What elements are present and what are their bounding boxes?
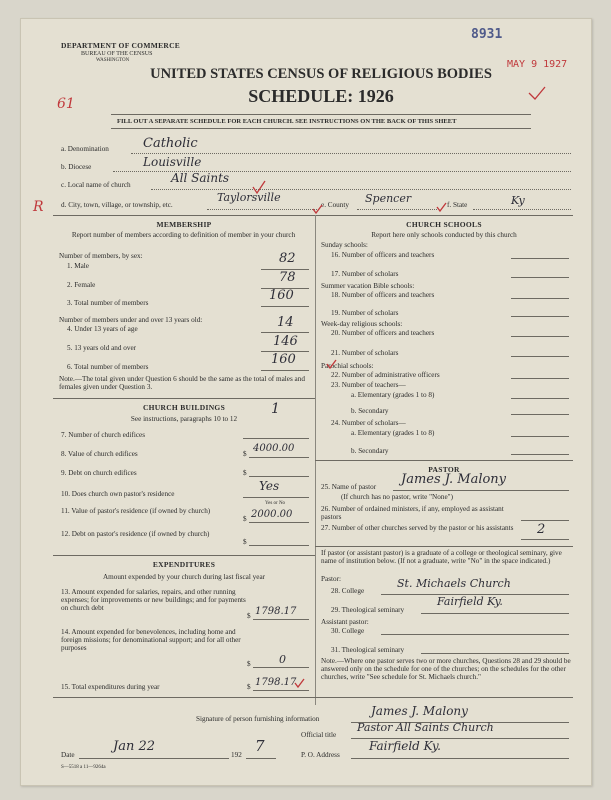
date-label: Date (61, 751, 75, 759)
pastor-name-label: 25. Name of pastor (321, 483, 377, 491)
membership-heading: MEMBERSHIP (156, 220, 212, 229)
male-label: 1. Male (67, 262, 89, 270)
bureau-name: BUREAU OF THE CENSUS (81, 51, 153, 57)
red-check-icons (253, 87, 545, 687)
edifices-debt-dollar: $ (243, 469, 247, 477)
summer-officers-label: 18. Number of officers and teachers (331, 291, 435, 299)
residence-value-value: 2000.00 (251, 509, 293, 520)
residence-debt-dollar: $ (243, 538, 247, 546)
date-value: Jan 22 (113, 739, 156, 754)
residence-value-dollar: $ (243, 515, 247, 523)
local-name-label: c. Local name of church (61, 181, 131, 189)
no-pastor-hint: (If church has no pastor, write "None") (341, 493, 453, 501)
membership-intro: Report number of members according to definition of member in your church (71, 231, 296, 239)
form-title: UNITED STATES CENSUS OF RELIGIOUS BODIES (150, 66, 492, 82)
sunday-officers-label: 16. Number of officers and teachers (331, 251, 435, 259)
year-prefix: 192 (231, 751, 242, 759)
state-label: f. State (447, 201, 468, 209)
over-13-label: 5. 13 years old and over (67, 344, 137, 352)
pastor-sub-header: Pastor: (321, 575, 341, 583)
census-form (20, 18, 592, 786)
running-expenses-dollar: $ (247, 612, 251, 620)
own-residence-value: Yes (259, 479, 280, 493)
total-expenditures-value: 1798.17 (255, 677, 297, 688)
other-churches-value: 2 (537, 522, 546, 537)
edifices-value-dollar: $ (243, 450, 247, 458)
weekday-officers-label: 20. Number of officers and teachers (331, 329, 435, 337)
state-value: Ky (511, 194, 525, 207)
assistant-sub-header: Assistant pastor: (321, 618, 369, 626)
assistant-college-label: 30. College (331, 627, 365, 635)
department-name: DEPARTMENT OF COMMERCE (61, 41, 181, 50)
membership-note: Note.—The total given under Question 6 should be the same as the total of males and females given under Question 3. (59, 375, 305, 391)
local-name-value: All Saints (171, 171, 230, 185)
pastor-seminary-value: Fairfield Ky. (437, 595, 503, 608)
official-title-value: Pastor All Saints Church (357, 721, 494, 734)
graduate-note: If pastor (or assistant pastor) is a graduate of a college or theological seminary, give name of institution below. (If not a graduate, write "No" in the space indicated.) (321, 549, 562, 565)
teachers-elementary-label: a. Elementary (grades 1 to 8) (351, 391, 435, 399)
official-title-label: Official title (301, 731, 337, 739)
scholars-secondary-label: b. Secondary (351, 447, 389, 455)
check-icon (327, 360, 336, 368)
total-members-age-label: 6. Total number of members (67, 363, 149, 371)
diocese-value: Louisville (143, 155, 202, 169)
signature-value: James J. Malony (371, 704, 468, 718)
edifices-count-label: 7. Number of church edifices (61, 431, 146, 439)
yes-or-no-hint: Yes or No (265, 501, 286, 506)
buildings-sub: See instructions, paragraphs 10 to 12 (130, 415, 238, 423)
parochial-teachers-label: 23. Number of teachers— (331, 381, 406, 389)
male-value: 82 (279, 251, 296, 266)
members-by-sex-header: Number of members, by sex: (59, 252, 143, 260)
expenditures-sub: Amount expended by your church during last fiscal year (102, 573, 266, 581)
own-residence-label: 10. Does church own pastor's residence (61, 490, 175, 498)
check-icon (437, 203, 446, 211)
county-value: Spencer (365, 192, 412, 205)
pastor-note: Note.—Where one pastor serves two or more churches, Questions 28 and 29 should be answered only on the schedule for one of the churches; on the schedules for the other churches, write "See schedule for St. Michaels church." (321, 657, 571, 681)
edifices-value-label: 8. Value of church edifices (61, 450, 138, 458)
benevolences-dollar: $ (247, 660, 251, 668)
pastor-college-value: St. Michaels Church (397, 577, 511, 590)
other-churches-label: 27. Number of other churches served by the pastor or his assistants (321, 524, 514, 532)
pastor-seminary-label: 29. Theological seminary (331, 606, 405, 614)
weekday-schools-header: Week-day religious schools: (321, 320, 403, 328)
benevolences-label: 14. Amount expended for benevolences, including home and foreign missions; for denominational support; and for all other purposes (61, 628, 241, 652)
form-code: S—5518 a 11—9264a (61, 765, 106, 770)
running-expenses-label: 13. Amount expended for salaries, repairs, and other running expenses; for improvements or new buildings; and for payments on church debt (61, 588, 246, 612)
check-icon (253, 181, 265, 193)
buildings-heading: CHURCH BUILDINGS (142, 403, 226, 412)
residence-debt-label: 12. Debt on pastor's residence (if owned by church) (61, 530, 210, 538)
check-icon (295, 679, 304, 687)
year-value: 7 (255, 737, 265, 755)
assistant-pastors-label: 26. Number of ordained ministers, if any, employed as assistant pastors (321, 505, 504, 521)
edifices-debt-label: 9. Debt on church edifices (61, 469, 137, 477)
signature-label: Signature of person furnishing information (196, 715, 320, 723)
pastor-college-label: 28. College (331, 587, 365, 595)
benevolences-value: 0 (279, 653, 286, 666)
over-13-value: 146 (273, 334, 298, 349)
parochial-officers-label: 22. Number of administrative officers (331, 371, 440, 379)
members-by-age-header: Number of members under and over 13 years old: (59, 316, 203, 324)
separate-schedule-instruction: FILL OUT A SEPARATE SCHEDULE FOR EACH CHURCH. SEE INSTRUCTIONS ON THE BACK OF THIS SHEET (117, 118, 457, 125)
running-expenses-value: 1798.17 (255, 606, 297, 617)
schedule-title: SCHEDULE: 1926 (248, 86, 394, 106)
margin-mark: 61 (57, 96, 75, 112)
sunday-schools-header: Sunday schools: (321, 241, 368, 249)
expenditures-heading: EXPENDITURES (152, 560, 216, 569)
female-label: 2. Female (67, 281, 96, 289)
residence-value-label: 11. Value of pastor's residence (if owned by church) (61, 507, 211, 515)
total-members-label: 3. Total number of members (67, 299, 149, 307)
po-address-label: P. O. Address (301, 751, 340, 759)
total-members-value: 160 (269, 288, 294, 303)
schools-intro: Report here only schools conducted by this church (371, 231, 517, 239)
check-icon (529, 87, 545, 99)
under-13-value: 14 (277, 315, 294, 330)
denomination-label: a. Denomination (61, 145, 109, 153)
sunday-scholars-label: 17. Number of scholars (331, 270, 399, 278)
city-name: WASHINGTON (96, 58, 130, 63)
margin-r-mark: R (33, 199, 44, 215)
pastor-name-value: James J. Malony (401, 472, 507, 487)
under-13-label: 4. Under 13 years of age (67, 325, 138, 333)
assistant-seminary-label: 31. Theological seminary (331, 646, 405, 654)
denomination-value: Catholic (143, 136, 198, 151)
diocese-label: b. Diocese (61, 163, 92, 171)
stamp-date: MAY 9 1927 (507, 59, 568, 70)
parochial-schools-header: Parochial schools: (321, 362, 374, 370)
female-value: 78 (279, 270, 296, 285)
check-icon (313, 205, 322, 213)
po-address-value: Fairfield Ky. (369, 739, 441, 753)
pastor-heading: PASTOR (428, 465, 460, 474)
schools-heading: CHURCH SCHOOLS (406, 220, 482, 229)
weekday-scholars-label: 21. Number of scholars (331, 349, 399, 357)
total-members-age-value: 160 (271, 352, 296, 367)
summer-scholars-label: 19. Number of scholars (331, 309, 399, 317)
county-label: e. County (321, 201, 349, 209)
total-expenditures-dollar: $ (247, 683, 251, 691)
summer-schools-header: Summer vacation Bible schools: (321, 282, 415, 290)
stamp-number: 8931 (471, 27, 503, 42)
check-marks (21, 19, 593, 787)
city-value: Taylorsville (217, 191, 281, 204)
edifices-count-value: 1 (271, 401, 280, 417)
total-expenditures-label: 15. Total expenditures during year (61, 683, 160, 691)
teachers-secondary-label: b. Secondary (351, 407, 389, 415)
scholars-elementary-label: a. Elementary (grades 1 to 8) (351, 429, 435, 437)
edifices-value-value: 4000.00 (253, 443, 295, 454)
parochial-scholars-label: 24. Number of scholars— (331, 419, 406, 427)
city-label: d. City, town, village, or township, etc. (61, 201, 173, 209)
